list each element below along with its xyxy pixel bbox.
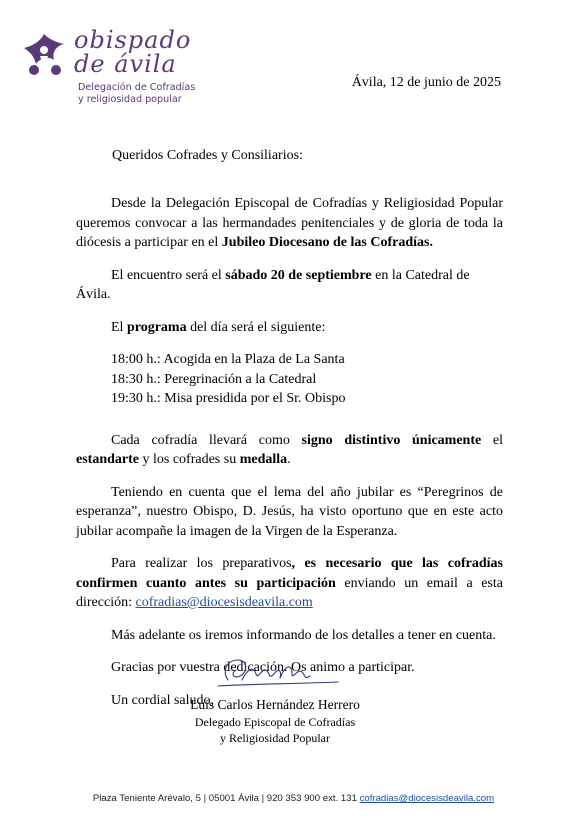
- signer-name: Luis Carlos Hernández Herrero: [190, 697, 360, 712]
- logo-subtitle-line-1: Delegación de Cofradías: [78, 82, 196, 93]
- paragraph-updates: Más adelante os iremos informando de los detalles a tener en cuenta.: [111, 627, 496, 643]
- paragraph-date: El encuentro será el sábado 20 de septiembre en la Catedral de Ávila.: [76, 267, 470, 302]
- paragraph-confirmation: Para realizar los preparativos, es necesario que las cofradías confirmen cuanto antes su participación enviando un email a esta dirección: cofradias@diocesisdeavila.com: [76, 556, 503, 610]
- footer-contact: Plaza Teniente Arévalo, 5 | 05001 Ávila | 920 353 900 ext. 131 cofradias@diocesisdeavila.com: [92, 793, 495, 804]
- schedule-item: 18:00 h.: Acogida en la Plaza de La Santa: [111, 352, 345, 367]
- letter-body: [76, 194, 503, 723]
- paragraph-motto: Teniendo en cuenta que el lema del año jubilar es “Peregrinos de esperanza”, nuestro Obispo, D. Jesús, ha visto oportuno que en este acto jubilar acompañe la imagen de la Virgen de la Esperanza.: [76, 484, 503, 539]
- email-link[interactable]: cofradias@diocesisdeavila.com: [135, 595, 313, 610]
- logo-subtitle-line-2: y religiosidad popular: [78, 94, 182, 105]
- event-date: sábado 20 de septiembre: [225, 267, 372, 283]
- logo: [20, 26, 196, 108]
- logo-wordmark: obispado de ávila: [74, 26, 192, 78]
- salutation: Queridos Cofrades y Consiliarios:: [112, 148, 303, 163]
- paragraph-program-intro: El programa del día será el siguiente:: [111, 319, 326, 335]
- paragraph-invitation: Desde la Delegación Episcopal de Cofradías y Religiosidad Popular queremos convocar a las hermandades penitenciales y de gloria de toda la diócesis a participar en el Jubileo Diocesano de las Cofradías.: [76, 196, 503, 250]
- logo-subtitle: [78, 82, 208, 106]
- paragraph-insignia: Cada cofradía llevará como signo distintivo únicamente el estandarte y los cofrades su medalla.: [76, 432, 503, 467]
- paragraph-thanks: Gracias por vuestra dedicación. Os animo a participar.: [111, 660, 415, 675]
- schedule-item: 19:30 h.: Misa presidida por el Sr. Obispo: [111, 391, 346, 406]
- handwritten-signature: [208, 650, 348, 696]
- closing: Un cordial saludo,: [111, 692, 215, 708]
- jubilee-name: Jubileo Diocesano de las Cofradías.: [221, 235, 433, 250]
- diocese-emblem-icon: [20, 30, 68, 78]
- footer-email-link[interactable]: cofradias@diocesisdeavila.com: [359, 793, 495, 804]
- signer-block: [160, 695, 390, 746]
- schedule-item: 18:30 h.: Peregrinación a la Catedral: [111, 371, 317, 387]
- schedule-list: [76, 350, 503, 409]
- letter-date: Ávila, 12 de junio de 2025: [351, 75, 501, 90]
- signer-role-line-1: Delegado Episcopal de Cofradías: [194, 715, 356, 729]
- signer-role-line-2: y Religiosidad Popular: [220, 731, 330, 745]
